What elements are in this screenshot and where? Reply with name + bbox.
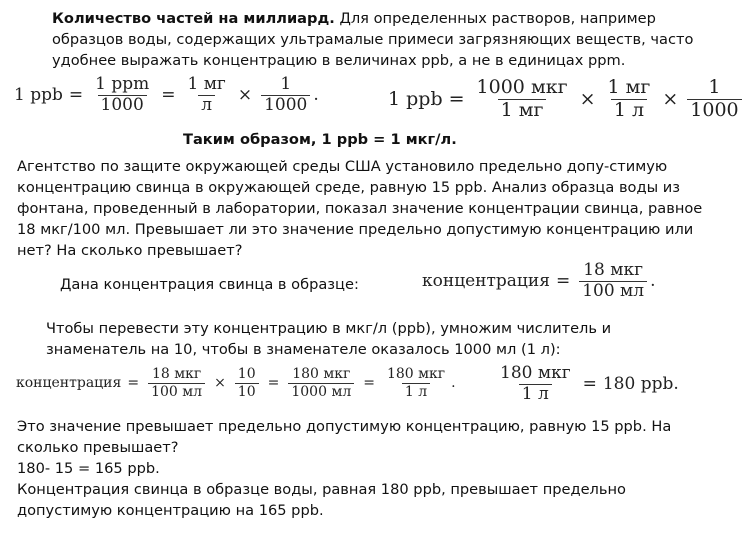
equals-sign: = (161, 85, 176, 106)
times-sign: × (662, 88, 679, 111)
times-sign: × (214, 375, 226, 392)
fraction-mg-per-l (184, 76, 228, 115)
answer-calculation: 180- 15 = 165 ppb. (17, 460, 160, 477)
answer-line-2: сколько превышает? (17, 439, 179, 456)
fraction-numerator: 18 мкг (151, 366, 202, 382)
formula-lhs: концентрация (16, 375, 122, 392)
given-text: Дана концентрация свинца в образце: (60, 276, 359, 293)
fraction-one-thousandth (687, 78, 741, 121)
answer-line-5: допустимую концентрацию на 165 ppb. (17, 502, 324, 519)
times-sign: × (237, 85, 253, 106)
fraction-denominator: 10 (235, 383, 259, 400)
fraction-numerator: 180 мкг (292, 366, 351, 382)
problem-line-4: 18 мкг/100 мл. Превышает ли это значение предельно допустимую концентрацию или (17, 221, 694, 238)
fraction-denominator: л (198, 95, 215, 115)
intro-line-1: Для определенных растворов, например (334, 10, 656, 27)
intro-line-2: образцов воды, содержащих ультрамалые примеси загрязняющих веществ, часто (52, 31, 694, 48)
formula-dot: . (650, 271, 656, 292)
fraction-numerator: 1 мг (187, 74, 226, 94)
formula-ppb-conversion (388, 78, 745, 121)
fraction-18mcg-100ml (148, 367, 205, 399)
problem-line-3: фонтана, проведенный в лаборатории, показал значение концентрации свинца, равное (17, 200, 703, 217)
formula-lhs: концентрация (422, 271, 550, 292)
fraction-180mcg-1l (384, 367, 448, 399)
answer-line-1: Это значение превышает предельно допустимую концентрацию, равную 15 ppb. На (17, 418, 672, 435)
fraction-one-thousandth (261, 76, 310, 115)
formula-conversion-chain (16, 367, 456, 399)
fraction-numerator: 10 (237, 366, 256, 382)
result-value: 180 ppb. (602, 374, 679, 395)
fraction-denominator: 1000 (261, 95, 310, 115)
problem-line-1: Агентство по защите окружающей среды США установило предельно допу-стимую (17, 158, 668, 175)
equals-sign: = (448, 88, 465, 111)
formula-ppb-definition (14, 76, 319, 115)
fraction-denominator: 1 л (611, 99, 647, 121)
fraction-denominator: 1 л (402, 383, 430, 400)
fraction-180mcg-1000ml (288, 367, 354, 399)
convert-line-2: знаменатель на 10, чтобы в знаменателе оказалось 1000 мл (1 л): (46, 341, 561, 358)
formula-dot: . (451, 375, 456, 392)
fraction-numerator: 1 (708, 76, 721, 98)
intro-heading: Количество частей на миллиард. (52, 10, 335, 27)
formula-given-concentration (422, 262, 655, 301)
fraction-numerator: 1000 мкг (476, 76, 568, 98)
answer-line-4: Концентрация свинца в образце воды, равная 180 ppb, превышает предельно (17, 481, 626, 498)
fraction-denominator: 1000 (98, 95, 147, 115)
fraction-numerator: 1 (280, 74, 292, 94)
fraction-denominator: 1 мг (498, 99, 547, 121)
convert-paragraph (46, 318, 686, 360)
fraction-ppm-1000 (92, 76, 152, 115)
fraction-mg-per-l (604, 78, 653, 121)
fraction-denominator: 100 мл (148, 383, 205, 400)
fraction-denominator: 100 мл (579, 281, 647, 301)
conclusion-ppb: Таким образом, 1 ppb = 1 мкг/л. (183, 131, 457, 148)
formula-lhs: 1 ppb (14, 85, 63, 106)
formula-lhs: 1 ppb (388, 88, 443, 111)
equals-sign: = (555, 271, 571, 292)
problem-paragraph (17, 156, 712, 261)
answer-paragraph (17, 416, 712, 521)
fraction-numerator: 180 мкг (386, 366, 446, 382)
fraction-numerator: 18 мкг (583, 260, 644, 280)
problem-line-2: концентрацию свинца в окружающей среде, равную 15 ppb. Анализ образца воды из (17, 179, 680, 196)
fraction-10-10 (235, 367, 259, 399)
fraction-numerator: 180 мкг (500, 363, 571, 383)
intro-line-3: удобнее выражать концентрацию в величинах ppb, а не в единицах ppm. (52, 52, 626, 69)
problem-line-5: нет? На сколько превышает? (17, 242, 243, 259)
convert-line-1: Чтобы перевести эту концентрацию в мкг/л (ppb), умножим числитель и (46, 320, 612, 337)
equals-sign: = (68, 85, 84, 106)
formula-dot: . (313, 85, 319, 106)
fraction-denominator: 1 л (519, 384, 552, 404)
fraction-numerator: 1 ppm (95, 74, 150, 94)
formula-result-ppb (494, 365, 679, 404)
fraction-denominator: 1000 (687, 99, 741, 121)
times-sign: × (579, 88, 596, 111)
fraction-18mcg-100ml (579, 262, 647, 301)
equals-sign: = (582, 374, 597, 395)
equals-sign: = (267, 375, 280, 392)
fraction-numerator: 1 мг (607, 76, 651, 98)
intro-paragraph (52, 8, 702, 71)
fraction-mcg-per-mg (474, 78, 571, 121)
equals-sign: = (127, 375, 140, 392)
fraction-180mcg-1l (497, 365, 574, 404)
fraction-denominator: 1000 мл (288, 383, 354, 400)
equals-sign: = (363, 375, 375, 392)
